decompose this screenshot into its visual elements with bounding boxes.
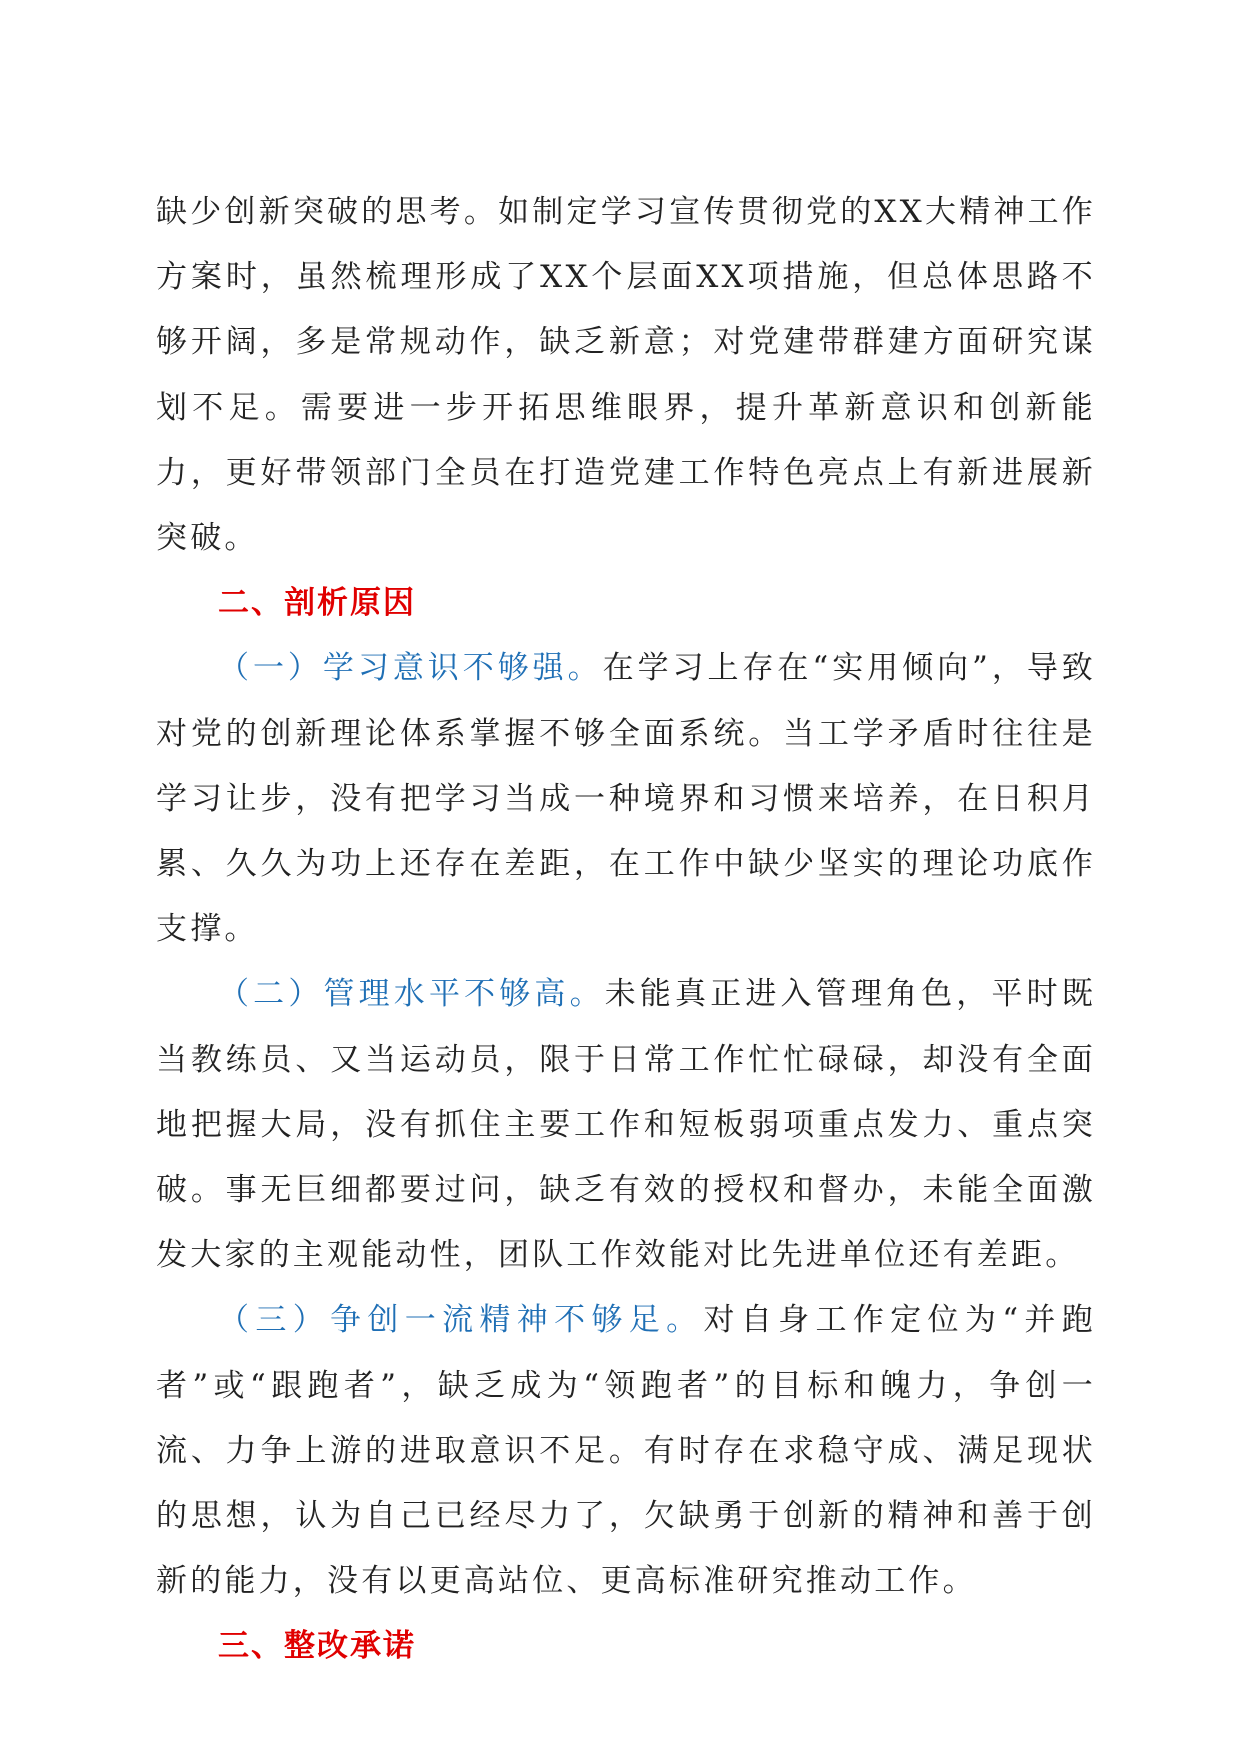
analysis-item-3-title: （三）争创一流精神不够足。 (218, 1302, 704, 1339)
analysis-item-2-title: （二）管理水平不够高。 (218, 976, 605, 1013)
document-body (156, 180, 1096, 1680)
analysis-item-3 (156, 1288, 1096, 1614)
analysis-item-2 (156, 962, 1096, 1288)
analysis-item-3-text: 对自身工作定位为“并跑者”或“跟跑者”，缺乏成为“领跑者”的目标和魄力，争创一流、力争上游的进取意识不足。有时存在求稳守成、满足现状的思想，认为自己已经尽力了，欠缺勇于创新的精神和善于创新的能力，没有以更高站位、更高标准研究推动工作。 (156, 1302, 1096, 1600)
analysis-item-1 (156, 636, 1096, 962)
section-heading-commitment: 三、整改承诺 (218, 1628, 416, 1665)
section-heading-analysis: 二、剖析原因 (218, 585, 416, 622)
analysis-item-1-text: 在学习上存在“实用倾向”，导致对党的创新理论体系掌握不够全面系统。当工学矛盾时往往是学习让步，没有把学习当成一种境界和习惯来培养，在日积月累、久久为功上还存在差距，在工作中缺少坚实的理论功底作支撑。 (156, 650, 1096, 948)
paragraph-continuation: 缺少创新突破的思考。如制定学习宣传贯彻党的XX大精神工作方案时，虽然梳理形成了XX个层面XX项措施，但总体思路不够开阔，多是常规动作，缺乏新意；对党建带群建方面研究谋划不足。需要进一步开拓思维眼界，提升革新意识和创新能力，更好带领部门全员在打造党建工作特色亮点上有新进展新突破。 (156, 194, 1096, 557)
analysis-item-1-title: （一）学习意识不够强。 (218, 650, 603, 687)
analysis-item-2-text: 未能真正进入管理角色，平时既当教练员、又当运动员，限于日常工作忙忙碌碌，却没有全面地把握大局，没有抓住主要工作和短板弱项重点发力、重点突破。事无巨细都要过问，缺乏有效的授权和督办，未能全面激发大家的主观能动性，团队工作效能对比先进单位还有差距。 (156, 976, 1096, 1274)
